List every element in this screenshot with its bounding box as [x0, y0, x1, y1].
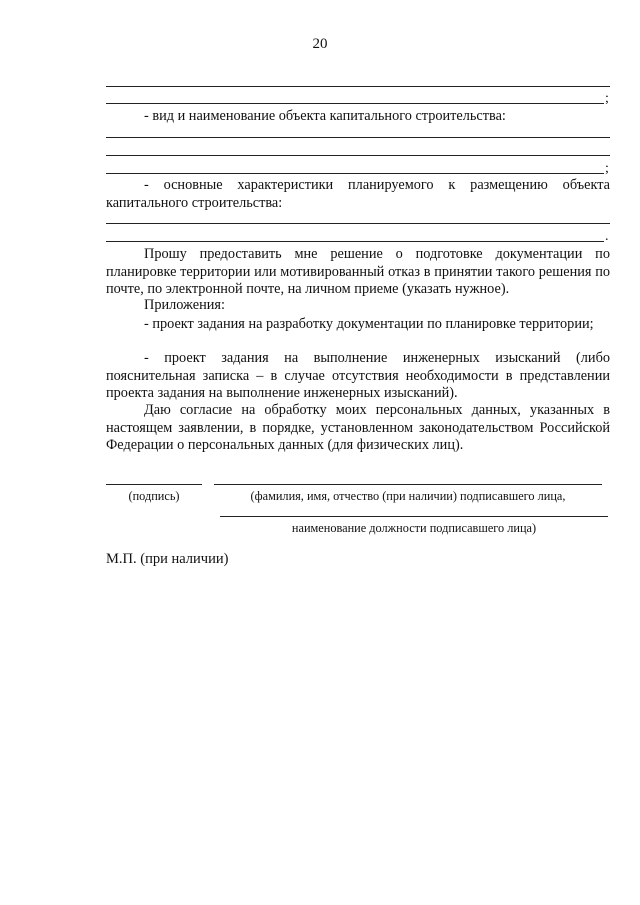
attachment-item: - проект задания на разработку документации по планировке территории; [144, 316, 594, 332]
fill-line [106, 137, 610, 138]
fill-line [106, 86, 610, 87]
line-end-semicolon: ; [605, 161, 609, 176]
fill-line [106, 223, 610, 224]
page-number: 20 [312, 36, 328, 52]
signature-caption: (подпись) [128, 489, 180, 503]
attachments-heading: Приложения: [144, 297, 225, 313]
fill-line [106, 173, 604, 174]
line-end-period: . [605, 229, 609, 244]
consent-paragraph: Даю согласие на обработку моих персональных данных, указанных в настоящем заявлении, в порядке, установленном законодательством Российской Федерации о персональных данных (для физических лиц). [106, 402, 610, 454]
main-characteristics-label: - основные характеристики планируемого к размещению объекта капитального строительства: [106, 177, 610, 211]
signature-line [106, 484, 202, 485]
name-line [214, 484, 602, 485]
attachment-item: - проект задания на выполнение инженерных изысканий (либо пояснительная записка – в случае отсутствия необходимости в представлении проекта задания на выполнение инженерных изысканий). [106, 350, 610, 402]
fill-line [106, 241, 604, 242]
line-end-semicolon: ; [605, 91, 609, 106]
position-caption: наименование должности подписавшего лица) [291, 521, 537, 535]
object-type-label: - вид и наименование объекта капитального строительства: [144, 108, 506, 124]
position-line [220, 516, 608, 517]
request-paragraph: Прошу предоставить мне решение о подготовке документации по планировке территории или мотивированный отказ в принятии такого решения по почте, по электронной почте, на личном приеме (указать нужное). [106, 246, 610, 298]
name-caption: (фамилия, имя, отчество (при наличии) подписавшего лица, [250, 489, 566, 503]
stamp-label: М.П. (при наличии) [106, 551, 229, 567]
fill-line [106, 103, 604, 104]
fill-line [106, 155, 610, 156]
